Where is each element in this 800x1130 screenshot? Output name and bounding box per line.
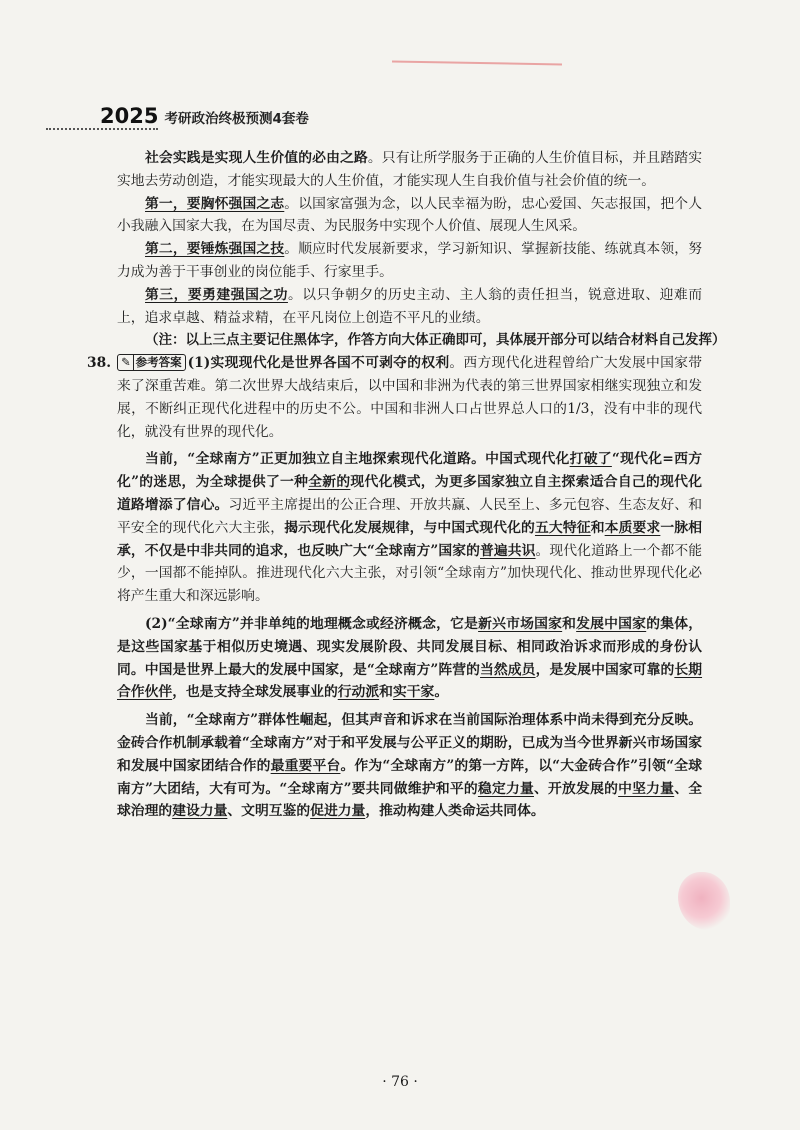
question-number: 38.	[87, 355, 112, 372]
practice-intro: 社会实践是实现人生价值的必由之路。只有让所学服务于正确的人生价值目标，并且踏踏实实地去劳动创造，才能实现最大的人生价值，才能实现人生自我价值与社会价值的统一。	[117, 150, 703, 189]
q38-part2: (2)“全球南方”并非单纯的地理概念或经济概念，它是新兴市场国家和发展中国家的集体，是这些国家基于相似历史境遇、现实发展阶段、共同发展目标、相同政治诉求而形成的身份认同。中国是世界上最大的发展中国家，是“全球南方”阵营的当然成员，是发展中国家可靠的长期合作伙伴，也是支持全球发展事业的行动派和实干家。	[117, 615, 703, 701]
practice-note: （注：以上三点主要记住黑体字，作答方向大体正确即可，具体展开部分可以结合材料自己发挥）	[145, 332, 726, 349]
reference-answer-badge: ✎ 参考答案	[117, 354, 186, 371]
q38-part1: ✎ 参考答案 (1)实现现代化是世界各国不可剥夺的权利。西方现代化进程曾给广大发展中国家带来了深重苦难。第二次世界大战结束后，以中国和非洲为代表的第三世界国家相继实现独立和发展，不断纠正现代化进程中的历史不公。中国和非洲人口占世界总人口的1/3，没有中非的现代化，就没有世界的现代化。	[117, 355, 702, 440]
header-year: 2025	[100, 104, 159, 128]
answer-content	[87, 147, 726, 823]
question-38	[87, 352, 702, 443]
pink-ink-smudge	[678, 872, 730, 930]
page-header	[100, 104, 309, 128]
q38-part1-para2: 当前，“全球南方”正更加独立自主地探索现代化道路。中国式现代化打破了“现代化=西方化”的迷思，为全球提供了一种全新的现代化模式，为更多国家独立自主探索适合自己的现代化道路增添了信心。习近平主席提出的公正合理、开放共赢、人民至上、多元包容、生态友好、和平安全的现代化六大主张，揭示现代化发展规律，与中国式现代化的五大特征和本质要求一脉相承，不仅是中非共同的追求，也反映广大“全球南方”国家的普遍共识。现代化道路上一个都不能少，一国都不能掉队。推进现代化六大主张，对引领“全球南方”加快现代化、推动世界现代化必将产生重大和深远影响。	[117, 451, 703, 605]
q38-part2-para2: 当前，“全球南方”群体性崛起，但其声音和诉求在当前国际治理体系中尚未得到充分反映。金砖合作机制承载着“全球南方”对于和平发展与公平正义的期盼，已成为当今世界新兴市场国家和发展中国家团结合作的最重要平台。作为“全球南方”的第一方阵，以“大金砖合作”引领“全球南方”大团结，大有可为。“全球南方”要共同做维护和平的稳定力量、开放发展的中坚力量、全球治理的建设力量、文明互鉴的促进力量，推动构建人类命运共同体。	[117, 712, 703, 820]
answer-icon: ✎	[121, 355, 134, 370]
header-dotted-rule	[46, 128, 158, 130]
practice-point-3: 第三，要勇建强国之功。以只争朝夕的历史主动、主人翁的责任担当，锐意进取、迎难而上，追求卓越、精益求精，在平凡岗位上创造不平凡的业绩。	[117, 286, 703, 326]
practice-point-1: 第一，要胸怀强国之志。以国家富强为念，以人民幸福为盼，忠心爱国、矢志报国，把个人小我融入国家大我，在为国尽责、为民服务中实现个人价值、展现人生风采。	[117, 195, 703, 235]
header-title: 考研政治终极预测4套卷	[164, 111, 309, 127]
practice-point-2: 第二，要锤炼强国之技。顺应时代发展新要求，学习新知识、掌握新技能、练就真本领，努力成为善于干事创业的岗位能手、行家里手。	[117, 241, 703, 280]
red-pen-mark	[392, 61, 562, 66]
page-number: · 76 ·	[382, 1074, 418, 1090]
